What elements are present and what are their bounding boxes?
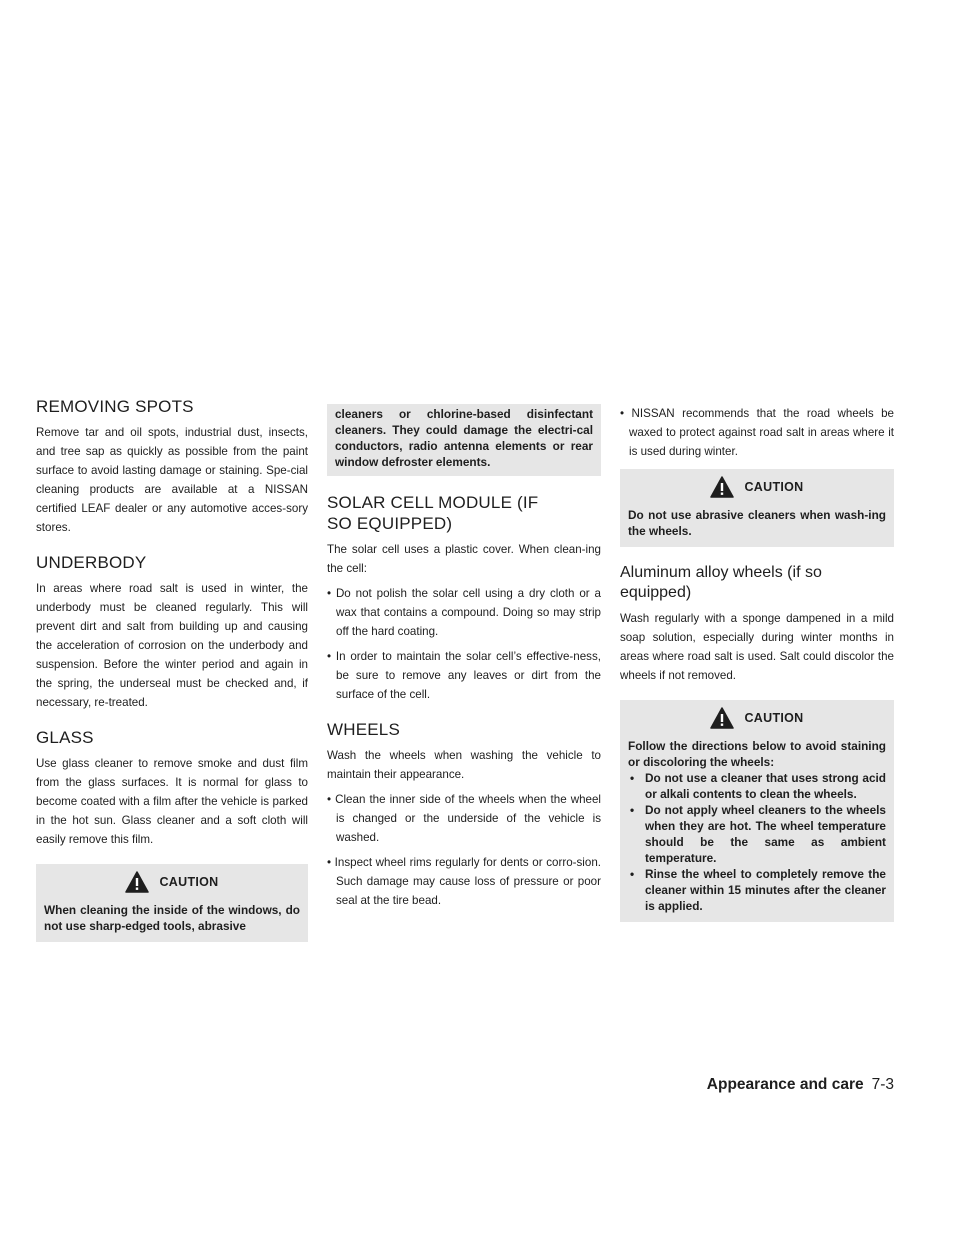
section-solar-cell <box>327 492 601 704</box>
column-2 <box>327 404 601 916</box>
list-item: • Do not polish the solar cell using a dry cloth or a wax that contains a compound. Doing so may strip off the hard coating. <box>327 587 601 638</box>
caution-list-item: • Do not use a cleaner that uses strong acid or alkali contents to clean the wheels. <box>628 770 886 802</box>
section-heading: REMOVING SPOTS <box>36 397 194 416</box>
caution-box-alloy-wheels <box>620 700 894 922</box>
caution-title: CAUTION <box>744 711 804 725</box>
list-item: • NISSAN recommends that the road wheels be waxed to protect against road salt in areas where it is used during winter. <box>620 407 894 458</box>
section-heading: SOLAR CELL MODULE (IF SO EQUIPPED) <box>327 493 539 533</box>
section-text: Use glass cleaner to remove smoke and dust film from the glass surfaces. It is normal for glass to become coated with a film after the vehicle is parked in the hot sun. Glass cleaner and a soft cloth will easily remove this film. <box>36 757 308 846</box>
section-text: Remove tar and oil spots, industrial dust, insects, and tree sap as quickly as possible from the paint surface to avoid lasting damage or staining. Spe-cial cleaning products are available at a NISSAN certified LEAF dealer or any automotive acces-sory stores. <box>36 426 308 534</box>
caution-list <box>628 770 886 914</box>
section-text: Wash the wheels when washing the vehicle to maintain their appearance. <box>327 749 601 781</box>
section-heading: GLASS <box>36 728 94 747</box>
section-removing-spots <box>36 396 308 537</box>
caution-header <box>44 870 300 894</box>
caution-title: CAUTION <box>159 875 219 889</box>
list-item: • Clean the inner side of the wheels when the wheel is changed or the underside of the vehicle is washed. <box>327 793 601 844</box>
page-number: 7-3 <box>871 1076 894 1093</box>
footer-section-title: Appearance and care <box>706 1076 864 1093</box>
page-footer <box>707 1076 894 1094</box>
caution-box-glass <box>36 864 308 942</box>
list-item: • Inspect wheel rims regularly for dents or corro-sion. Such damage may cause loss of pressure or poor seal at the tire bead. <box>327 856 601 907</box>
caution-header <box>628 475 886 499</box>
caution-text: cleaners or chlorine-based disinfectant cleaners. They could damage the electri-cal conductors, radio antenna elements or rear window defroster elements. <box>335 407 593 469</box>
column-1 <box>36 396 308 958</box>
list-item: • In order to maintain the solar cell’s effective-ness, be sure to remove any leaves or dirt from the surface of the cell. <box>327 650 601 701</box>
warning-triangle-icon <box>710 476 734 498</box>
section-text: Wash regularly with a sponge dampened in a mild soap solution, especially during winter months in areas where road salt is used. Salt could discolor the wheels if not removed. <box>620 612 894 682</box>
caution-box-glass-continued <box>327 404 601 476</box>
caution-title: CAUTION <box>744 480 804 494</box>
section-heading: WHEELS <box>327 720 400 739</box>
warning-triangle-icon <box>710 707 734 729</box>
caution-list-item: • Do not apply wheel cleaners to the wheels when they are hot. The wheel temperature should be the same as ambient temperature. <box>628 802 886 866</box>
section-wheels <box>327 719 601 910</box>
caution-box-wheels <box>620 469 894 547</box>
caution-list-item: • Rinse the wheel to completely remove the cleaner within 15 minutes after the cleaner is applied. <box>628 866 886 914</box>
subsection-heading: Aluminum alloy wheels (if so equipped) <box>620 564 822 601</box>
section-text: The solar cell uses a plastic cover. When clean-ing the cell: <box>327 543 601 575</box>
section-underbody <box>36 552 308 712</box>
section-text: In areas where road salt is used in winter, the underbody must be cleaned regularly. This will prevent dirt and salt from building up and causing the acceleration of corrosion on the underbody and suspension. Before the winter period and again in the spring, the underseal must be checked and, if necessary, re-treated. <box>36 582 308 709</box>
section-glass <box>36 727 308 849</box>
section-heading: UNDERBODY <box>36 553 147 572</box>
caution-text: Do not use abrasive cleaners when wash-ing the wheels. <box>628 508 886 538</box>
caution-text: When cleaning the inside of the windows, do not use sharp-edged tools, abrasive <box>44 903 300 933</box>
caution-text: Follow the directions below to avoid staining or discoloring the wheels: <box>628 739 886 769</box>
warning-triangle-icon <box>125 871 149 893</box>
caution-header <box>628 706 886 730</box>
column-3 <box>620 404 894 938</box>
section-aluminum-alloy-wheels <box>620 563 894 685</box>
